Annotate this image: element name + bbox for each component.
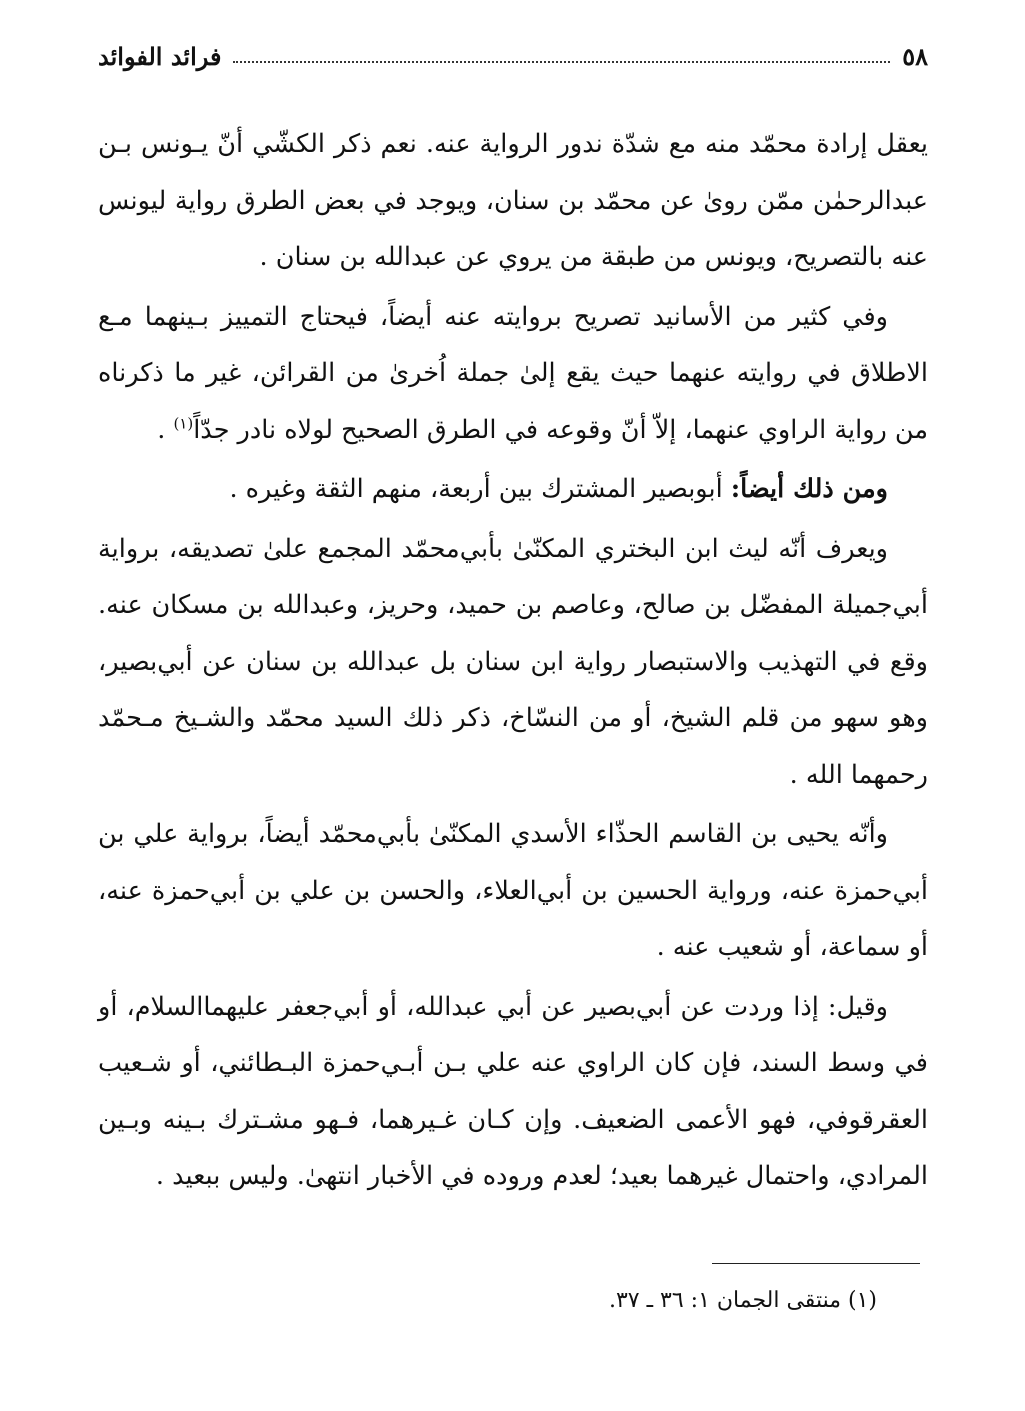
paragraph-text: ويعرف أنّه ليث ابن البختري المكنّىٰ بأبي‌محمّد المجمع علىٰ تصديقه، برواية أبي‌جميلة المفضّل بن صالح، وعاصم بن حميد، وحريز، وعبدالله بن مسكان عنه. وقع في التهذيب والاستبصار رواية ابن سنان بل عبدالله بن سنان عن أبي‌بصير، وهو سهو من قلم الشيخ، أو من النسّاخ، ذكر ذلك السيد محمّد والشـيخ مـحمّد رحمهما الله . <box>98 533 928 790</box>
main-text <box>98 116 928 1208</box>
page-number: ٥٨ <box>902 41 928 71</box>
paragraph <box>98 806 928 976</box>
paragraph-text: أبوبصير المشترك بين أربعة، منهم الثقة وغيره . <box>229 474 731 504</box>
footnote: (١) منتقى الجمان ١: ٣٦ ـ ٣٧. <box>608 1288 877 1313</box>
paragraph <box>98 521 928 804</box>
bold-lead-phrase: ومن ذلك أيضاً: <box>730 474 888 504</box>
paragraph <box>98 461 928 518</box>
running-title: فرائد الفوائد <box>98 41 222 71</box>
paragraph <box>98 116 928 286</box>
footnote-reference: (١) <box>173 414 194 432</box>
paragraph-text-end: . <box>157 414 174 445</box>
paragraph-text: وفي كثير من الأسانيد تصريح بروايته عنه أيضاً، فيحتاج التمييز بـينهما مـع الاطلاق في روايته عنهما حيث يقع إلىٰ جملة اُخرىٰ من القرائن، غير ما ذكرناه من رواية الراوي عنهما، إلاّ أنّ وقوعه في الطرق الصحيح لولاه نادر جدّاً <box>98 301 928 445</box>
header-dot-leader <box>233 61 890 63</box>
paragraph <box>98 979 928 1205</box>
page-header <box>98 36 928 76</box>
paragraph-text: يعقل إرادة محمّد منه مع شدّة ندور الرواية عنه. نعم ذكر الكشّي أنّ يـونس بـن عبدالرحمٰن ممّن روىٰ عن محمّد بن سنان، ويوجد في بعض الطرق رواية ليونس عنه بالتصريح، ويونس من طبقة من يروي عن عبدالله بن سنان . <box>98 129 928 272</box>
paragraph-text: وأنّه يحيى بن القاسم الحذّاء الأسدي المكنّىٰ بأبي‌محمّد أيضاً، برواية علي بن أبي‌حمزة عنه، ورواية الحسين بن أبي‌العلاء، والحسن بن علي بن أبي‌حمزة عنه، أو سماعة، أو شعيب عنه . <box>98 819 928 962</box>
footnote-separator <box>712 1263 920 1264</box>
paragraph-text: وقيل: إذا وردت عن أبي‌بصير عن أبي عبدالله، أو أبي‌جعفر عليهماالسلام، أو في وسط السند، فإن كان الراوي عنه علي بـن أبـي‌حمزة البـطائني، أو شـعيب العقرقوفي، فهو الأعمى الضعيف. وإن كـان غـيرهما، فـهو مشـترك بـينه وبـين المرادي، واحتمال غيرهما بعيد؛ لعدم وروده في الأخبار انتهىٰ. وليس ببعيد . <box>98 991 928 1191</box>
paragraph <box>98 289 928 459</box>
